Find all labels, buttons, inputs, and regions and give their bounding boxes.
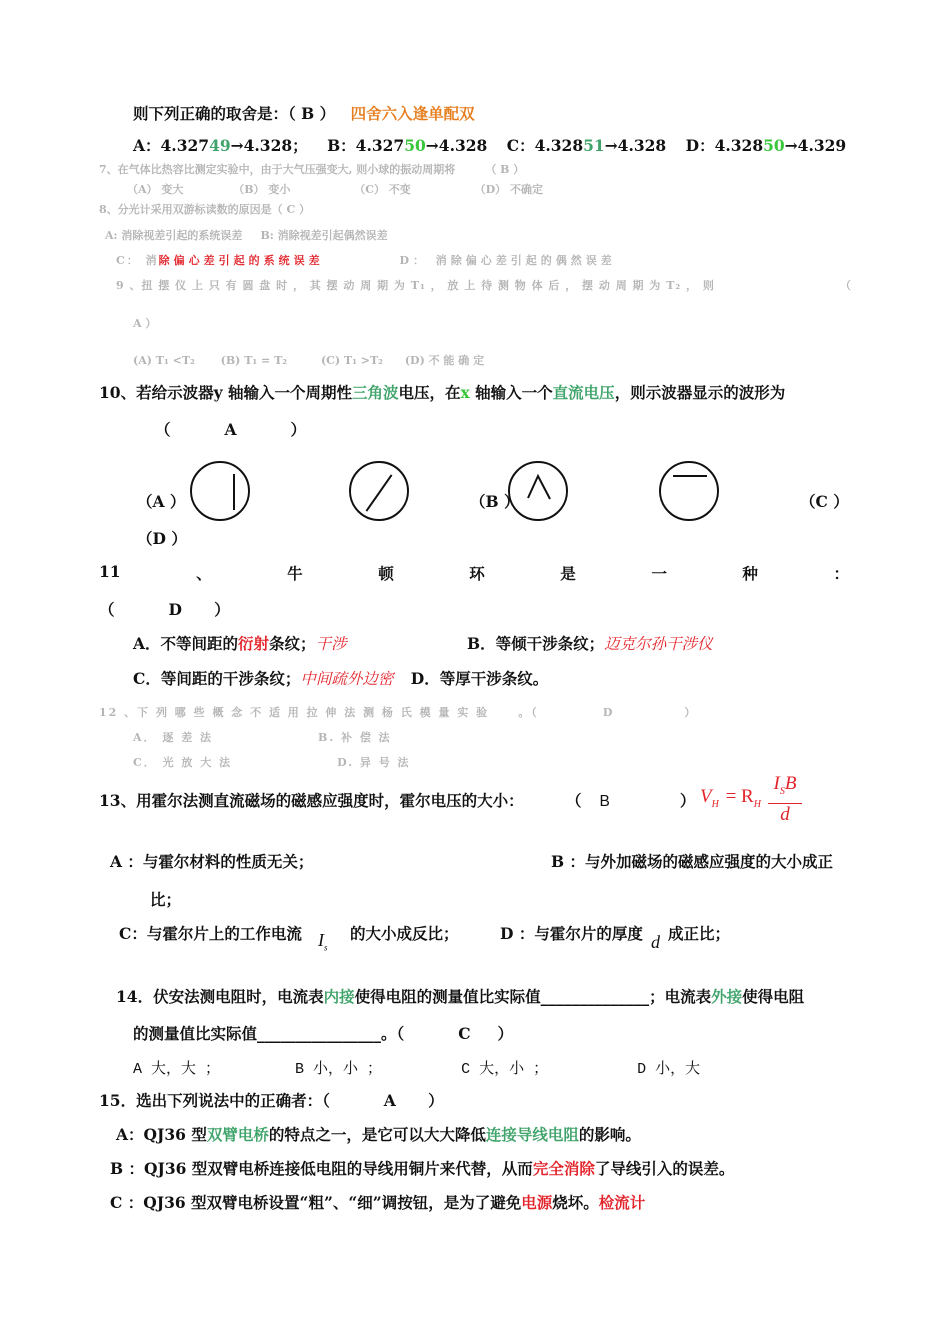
q15-text: 15．选出下列说法中的正确者：（ A ） [99, 1091, 444, 1110]
q10-label-b: （B ） [470, 492, 520, 511]
q12-text: 12 、下 列 哪 些 概 念 不 适 用 拉 伸 法 测 杨 氏 模 量 实 验 。（ D ） [99, 706, 698, 719]
rounding-rule-note: 四舍六入逢单配双 [350, 104, 475, 123]
q9-options: (A) T₁ <T₂ (B) T₁ = T₂ (C) T₁ >T₂ (D) 不 能 确 定 [133, 354, 485, 367]
q15-option-a: A：QJ36 型双臂电桥的特点之一，是它可以大大降低连接导线电阻的影响。 [116, 1125, 641, 1144]
option-c: C：4.32851→4.328 [506, 136, 667, 155]
q11-options-cd: C．等间距的干涉条纹；中间疏外边密 D．等厚干涉条纹。 [133, 669, 549, 688]
q15-option-b: B ：QJ36 型双臂电桥连接低电阻的导线用铜片来代替，从而完全消除了导线引入的误差。 [110, 1159, 735, 1178]
q8-options-cd: C： 消除偏心差引起的系统误差 D： 消除偏心差引起的偶然误差 [116, 254, 616, 267]
q14-text-line2: 的测量值比实际值________________。（ C ） [133, 1024, 514, 1043]
q13-option-c-tail: 的大小成反比； [350, 924, 459, 943]
q8-correct-answer: 除偏心差引起的系统误差 [158, 254, 324, 267]
scope-a-vertical-line-icon [190, 461, 250, 521]
q7-text: 7、在气体比热容比测定实验中，由于大气压强变大, 则小球的振动周期将 （ B ） [99, 163, 525, 176]
q10-answer: （ A ） [155, 420, 306, 439]
q13-option-c: C：与霍尔片上的工作电流 [119, 924, 302, 943]
q12-options-cd: C． 光 放 大 法 D. 异 号 法 [133, 756, 411, 769]
q10-label-a: （A ） [137, 492, 186, 511]
scope-diagonal-line-icon [349, 461, 409, 521]
q13-option-d-tail: 成正比； [668, 924, 731, 943]
scope-horizontal-line-icon [659, 461, 719, 521]
q9-paren: （ [840, 279, 851, 292]
q13-answer: （ B ） [566, 791, 696, 810]
q13-option-b: B ：与外加磁场的磁感应强度的大小成正 [551, 852, 833, 871]
q8-text: 8、分光计采用双游标读数的原因是（ C ） [99, 203, 311, 216]
q11-answer: （ D ） [99, 600, 230, 619]
q13-text: 13、用霍尔法测直流磁场的磁感应强度时，霍尔电压的大小： [99, 791, 524, 810]
rounding-question-text: 则下列正确的取舍是：（ B ） [133, 104, 336, 123]
option-a: A：4.32749→4.328； [133, 136, 308, 155]
option-b: B：4.32750→4.328 [327, 136, 488, 155]
q11-options-ab: A．不等间距的衍射条纹；干涉 [133, 634, 347, 653]
thickness-symbol: d [651, 932, 660, 952]
q14-text: 14．伏安法测电阻时，电流表内接使得电阻的测量值比实际值______________；电流表外接使得电阻 [116, 987, 805, 1006]
rounding-options [133, 134, 846, 156]
q9-text: 9 、扭 摆 仪 上 只 有 圆 盘 时 ， 其 摆 动 周 期 为 T₁ ， 放 上 待 测 物 体 后 ， 摆 动 周 期 为 T₂ ， 则 [116, 279, 715, 292]
q10-label-d: （D ） [137, 529, 187, 548]
hall-formula-fraction: $I_SB$ d [768, 773, 802, 826]
q13-option-d: D ：与霍尔片的厚度 [500, 924, 643, 943]
q14-options: A 大，大 ； B 小，小 ； C 大，小 ； D 小，大 [133, 1061, 701, 1078]
scope-b-caret-icon [508, 461, 568, 521]
current-symbol: $I_s$ [318, 930, 328, 953]
q12-options-ab: A． 逐 差 法 B. 补 偿 法 [133, 731, 392, 744]
q8-options-ab: A: 消除视差引起的系统误差 B: 消除视差引起偶然误差 [105, 229, 388, 242]
hall-voltage-formula: $V_H = R_H$ [700, 786, 761, 810]
q10-label-c: （C ） [800, 492, 849, 511]
q15-option-c: C ：QJ36 型双臂电桥设置“粗”、“细”调按钮，是为了避免电源烧坏。检流计 [110, 1193, 646, 1212]
q13-option-b-cont: 比； [150, 890, 182, 909]
rounding-question-line [133, 102, 475, 124]
option-d: D：4.32850→4.329 [685, 136, 847, 155]
q13-option-a: A ：与霍尔材料的性质无关； [110, 852, 314, 871]
q7-options: （A） 变大 （B） 变小 （C） 不变 （D） 不确定 [127, 183, 544, 196]
q10-text: 10、若给示波器y 轴输入一个周期性三角波电压，在x 轴输入一个直流电压，则示波器显示的波形为 [99, 383, 786, 402]
q11-text: 11 、 牛 顿 环 是 一 种 ： [99, 562, 849, 583]
q11-option-b: B．等倾干涉条纹；迈克尔孙干涉仪 [467, 634, 713, 653]
q9-answer: A ） [133, 317, 157, 330]
